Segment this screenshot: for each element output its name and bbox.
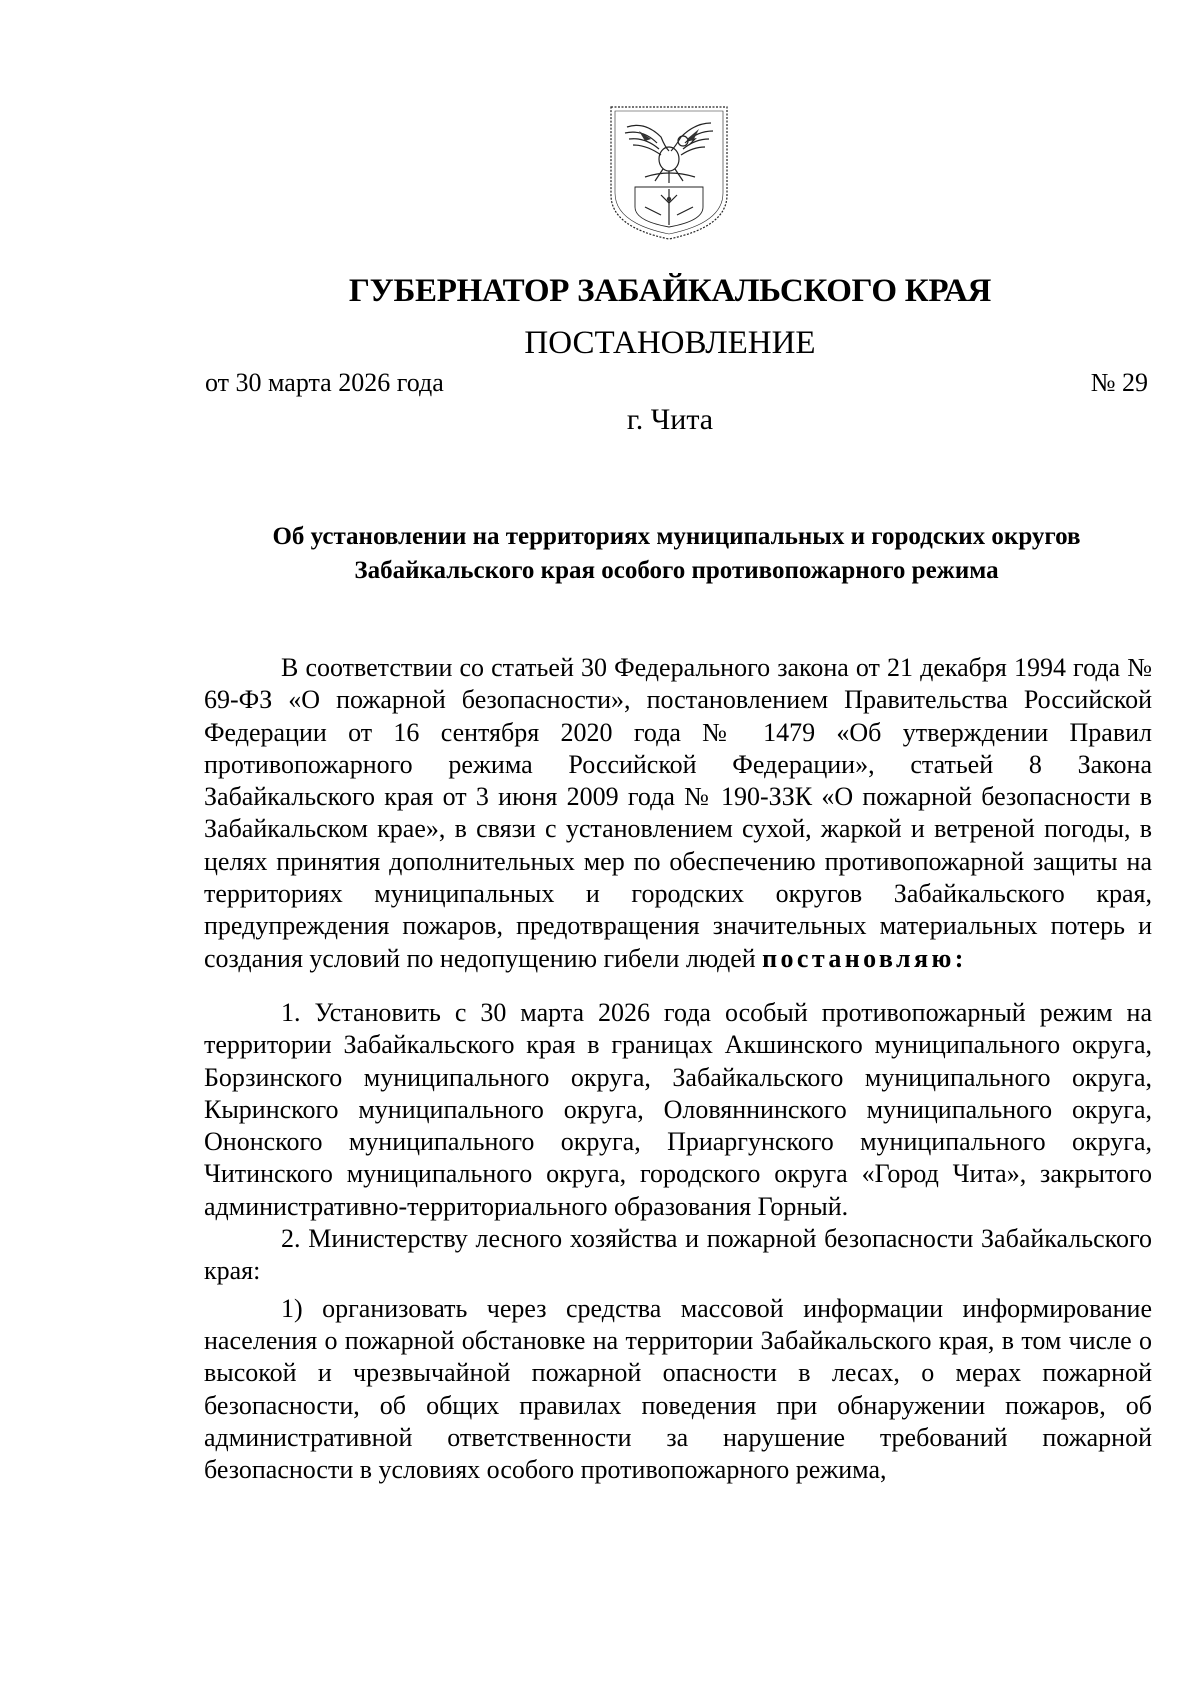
document-date: от 30 марта 2026 года [205,368,444,397]
item-2-subitem-1-paragraph: 1) организовать через средства массовой информации информирование населения о пожарной обстановке на территории Забайкальского края, в том числе о высокой и чрезвычайной пожарной опасности в лесах, о мерах пожарной безопасности, об общих правилах поведения при обнаружении пожаров, об административной ответственности за нарушение требований пожарной безопасности в условиях особого противопожарного режима, [204,1293,1152,1485]
preamble-paragraph [204,652,1152,975]
item-1-paragraph: 1. Установить с 30 марта 2026 года особый противопожарный режим на территории Забайкальского края в границах Акшинского муниципального округа, Борзинского муниципального округа, Забайкальского муниципального округа, Кыринского муниципального округа, Оловяннинского муниципального округа, Ононского муниципального округа, Приаргунского муниципального округа, Читинского муниципального округа, городского округа «Город Чита», закрытого административно-территориального образования Горный. [204,997,1152,1221]
document-title [205,520,1148,588]
issuer-heading: ГУБЕРНАТОР ЗАБАЙКАЛЬСКОГО КРАЯ [348,273,992,309]
preamble-text: В соответствии со статьей 30 Федерального закона от 21 декабря 1994 года № 69-ФЗ «О пожарной безопасности», постановлением Правительства Российской Федерации от 16 сентября 2020 года № 1479 «Об утверждении Правил противопожарного режима Российской Федерации», статьей 8 Закона Забайкальского края от 3 июня 2009 года № 190-ЗЗК «О пожарной безопасности в Забайкальском крае», в связи с установлением сухой, жаркой и ветреной погоды, в целях принятия дополнительных мер по обеспечению противопожарной защиты на территориях муниципальных и городских округов Забайкальского края, предупреждения пожаров, предотвращения значительных материальных потерь и создания условий по недопущению гибели людей [204,653,1152,973]
title-line-2: Забайкальского края особого противопожарного режима [354,557,999,584]
document-type: ПОСТАНОВЛЕНИЕ [524,325,816,361]
title-line-1: Об установлении на территориях муниципальных и городских округов [272,523,1081,550]
item-2-paragraph: 2. Министерству лесного хозяйства и пожарной безопасности Забайкальского края: [204,1224,1152,1286]
resolve-word: постановляю: [762,943,967,973]
coat-of-arms-emblem [605,103,733,241]
document-number: № 29 [1090,368,1148,397]
document-body [204,652,1152,1486]
document-city: г. Чита [626,403,714,436]
